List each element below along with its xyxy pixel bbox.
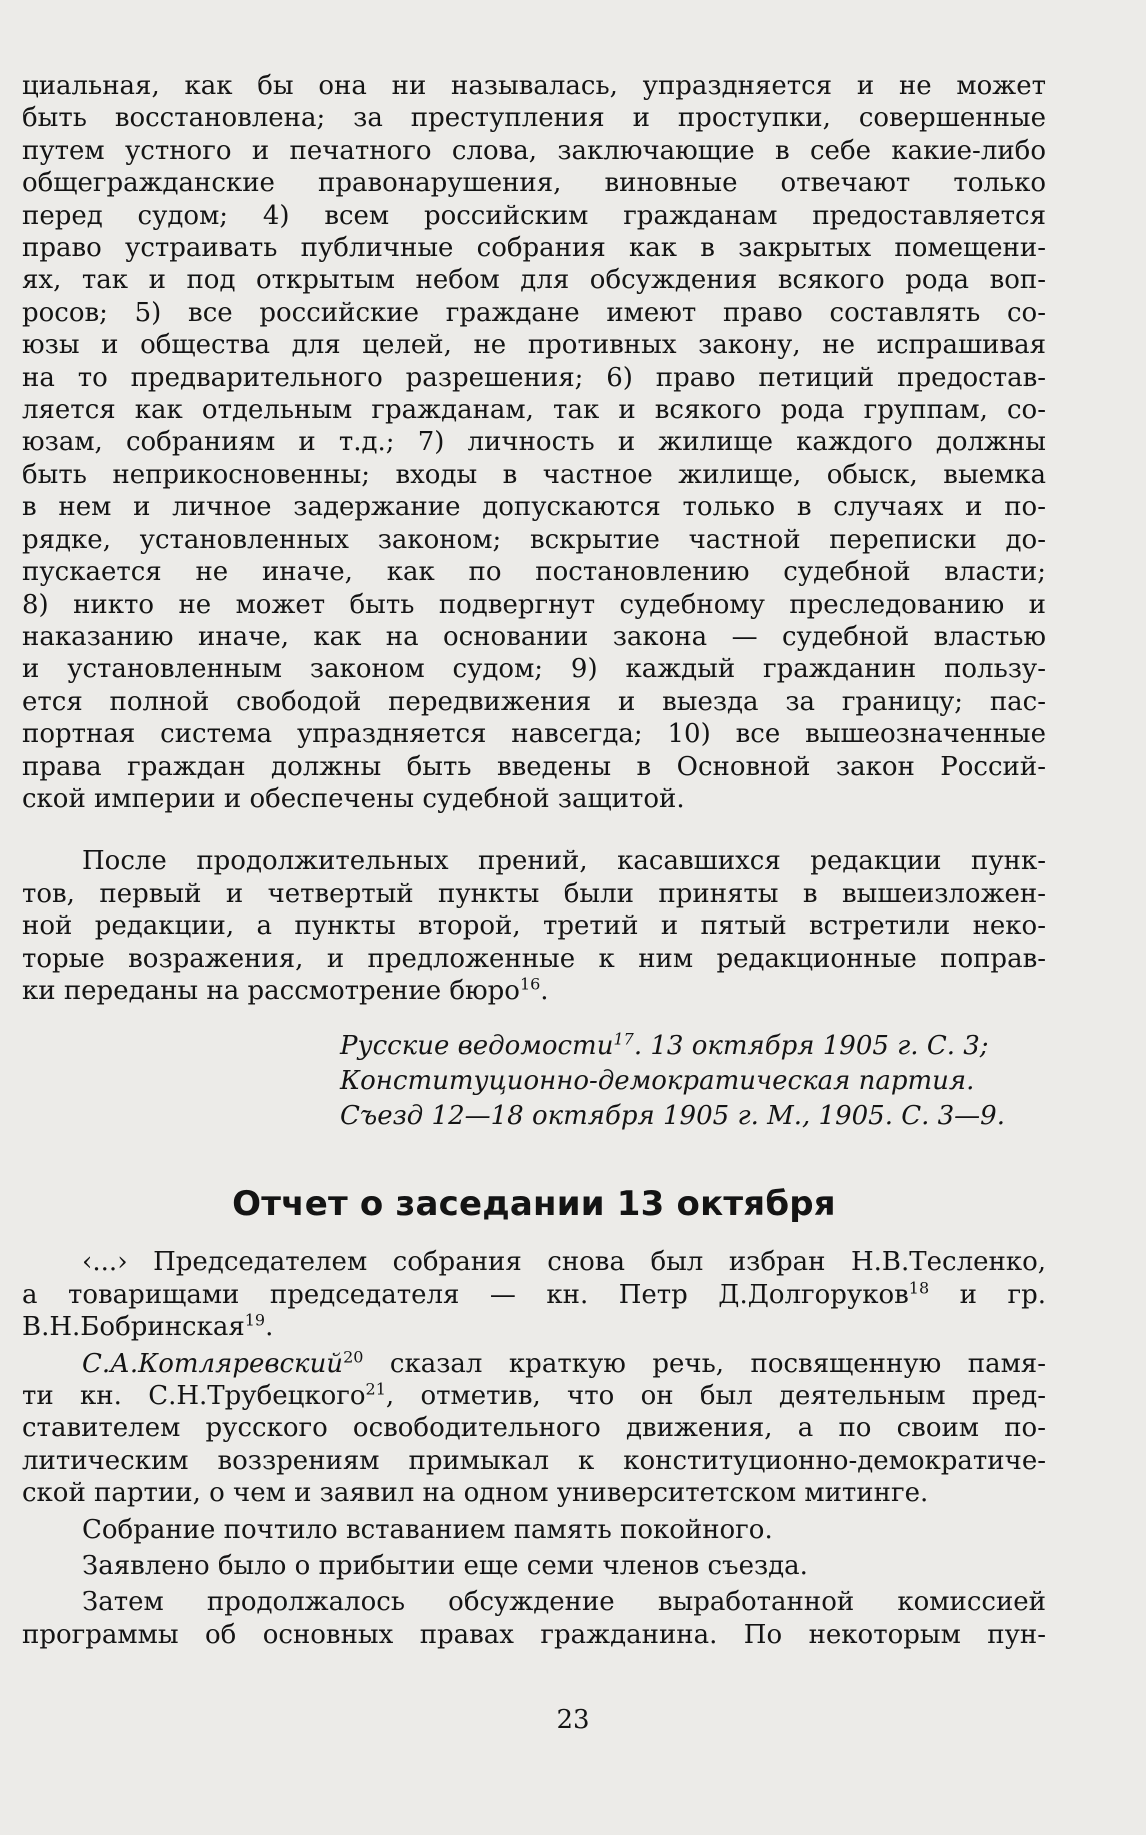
- footnote-21: 21: [365, 1379, 386, 1399]
- report-paragraph-honor: Собрание почтило вставанием память покойного.: [82, 1514, 773, 1545]
- text-line: общегражданские правонарушения, виновные отвечают только: [22, 168, 1046, 199]
- text-line: портная система упраздняется навсегда; 10) все вышеозначенные: [22, 719, 1046, 750]
- footnote-17: 17: [613, 1029, 634, 1049]
- footnote-16: 16: [519, 974, 541, 994]
- footnote-19: 19: [244, 1310, 266, 1330]
- footnote-20: 20: [343, 1346, 364, 1366]
- text-line: пускается не иначе, как по постановлению судебной власти;: [22, 557, 1046, 588]
- text-line: быть восстановлена; за преступления и проступки, совершенные: [22, 103, 1046, 134]
- text-line: права граждан должны быть введены в Основной закон Россий-: [22, 751, 1046, 782]
- text-line: право устраивать публичные собрания как в закрытых помещени-: [22, 233, 1046, 264]
- text-line: и установленным законом судом; 9) каждый гражданин пользу-: [22, 654, 1046, 685]
- report-paragraph-discussion: Затем продолжалось обсуждение выработанной комиссией программы об основных правах гражданина. По некоторым пун-: [22, 1587, 1046, 1650]
- text-line: ляется как отдельным гражданам, так и всякого рода группам, со-: [22, 395, 1046, 426]
- text-line: ской империи и обеспечены судебной защитой.: [22, 783, 685, 814]
- text-line: ки переданы на рассмотрение бюро$^{16}$.: [22, 974, 549, 1006]
- text-line: ях, так и под открытым небом для обсуждения всякого рода воп-: [22, 265, 1046, 296]
- text-line: перед судом; 4) всем российским гражданам предоставляется: [22, 200, 1046, 231]
- text-line: После продолжительных прений, касавшихся редакции пунк-: [82, 846, 1046, 877]
- text-line: юзы и общества для целей, не противных закону, не испрашивая: [22, 330, 1046, 361]
- text-line: наказанию иначе, как на основании закона — судебной властью: [22, 621, 1046, 652]
- text-line: 8) никто не может быть подвергнут судебному преследованию и: [22, 589, 1046, 620]
- text-line: в нем и личное задержание допускаются только в случаях и по-: [22, 492, 1046, 523]
- text-line: ной редакции, а пункты второй, третий и пятый встретили неко-: [22, 911, 1046, 942]
- citation: [22, 1029, 1046, 1134]
- footnote-18: 18: [908, 1278, 930, 1298]
- text-line: путем устного и печатного слова, заключающие в себе какие-либо: [22, 135, 1046, 166]
- page-number: 23: [556, 1705, 590, 1735]
- text-line: рядке, установленных законом; вскрытие частной переписки до-: [22, 524, 1046, 555]
- report-section: [22, 1246, 1046, 1651]
- speaker-name: С.А.Котляревский: [82, 1348, 344, 1379]
- report-paragraph-arrivals: Заявлено было о прибытии еще семи членов съезда.: [82, 1551, 808, 1582]
- text-line: быть неприкосновенны; входы в частное жилище, обыск, выемка: [22, 459, 1046, 490]
- text-line: циальная, как бы она ни называлась, упраздняется и не может: [22, 71, 1046, 101]
- text-line: росов; 5) все российские граждане имеют право составлять со-: [22, 297, 1046, 328]
- text-line: торые возражения, и предложенные к ним редакционные поправ-: [22, 943, 1046, 974]
- paragraph-rights-list: [22, 70, 1046, 815]
- text-line: на то предварительного разрешения; 6) право петиций предостав-: [22, 362, 1046, 393]
- paragraph-debate: [22, 845, 1046, 1007]
- section-heading: Отчет о заседании 13 октября: [232, 1184, 836, 1225]
- page-content: [22, 70, 1046, 1651]
- text-line: ется полной свободой передвижения и выезда за границу; пас-: [22, 686, 1046, 717]
- citation-line-2: Конституционно-демократическая партия.: [340, 1066, 975, 1097]
- citation-line-1: Русские ведомости$^{17}$. 13 октября 1905 г. С. 3;: [340, 1029, 989, 1062]
- text-line: тов, первый и четвертый пункты были приняты в вышеизложен-: [22, 878, 1046, 909]
- citation-line-3: Съезд 12—18 октября 1905 г. М., 1905. С. 3—9.: [340, 1101, 1005, 1132]
- report-paragraph-chair: ‹...› Председателем собрания снова был избран Н.В.Тесленко, а товарищами председателя — кн. Петр Д.Долгоруков$^{18}$ и гр. В.Н.Бобринская$^{19}$.: [22, 1247, 1046, 1343]
- report-paragraph-speech: С.А.Котляревский$^{20}$ сказал краткую речь, посвященную памя- ти кн. С.Н.Трубецкого$^{21}$, отметив, что он был деятельным пред- ставителем русского освободительного движения, а по своим по- литическим воззрениям примыкал к конституционно-демократиче- ской партии, о чем и заявил на одном университетском митинге.: [22, 1346, 1047, 1509]
- text-line: юзам, собраниям и т.д.; 7) личность и жилище каждого должны: [22, 427, 1046, 458]
